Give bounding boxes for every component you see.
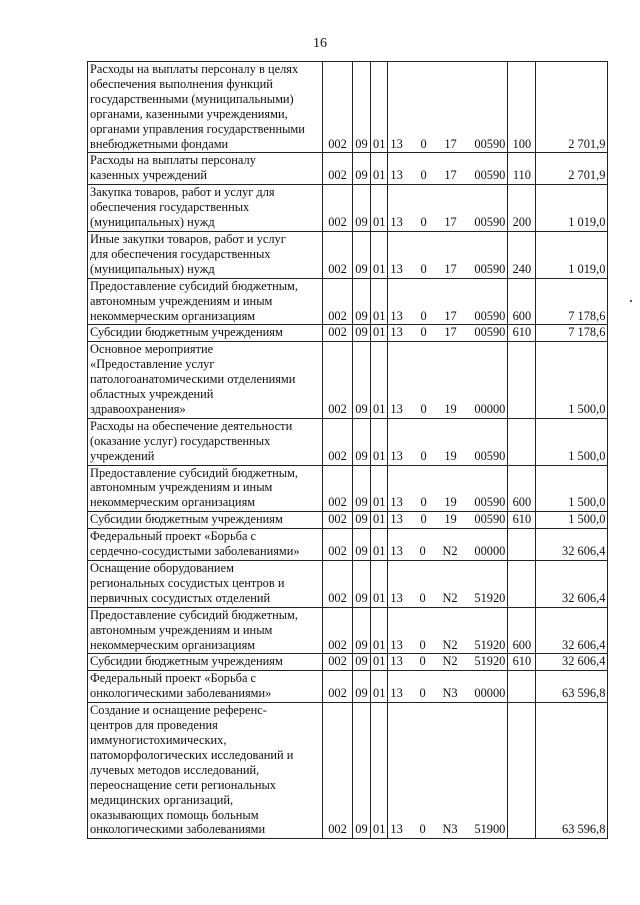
main-event-code: N2: [442, 654, 458, 669]
target-article-code: [388, 418, 508, 465]
subsection-code: 01: [371, 607, 388, 654]
amount: 1 500,0: [536, 418, 608, 465]
amount: 1 019,0: [536, 185, 608, 232]
program-code: 13: [390, 308, 403, 323]
table-row: [88, 153, 608, 185]
expense-type-code: [508, 561, 536, 608]
section-code: 09: [353, 153, 371, 185]
subsection-code: 01: [371, 153, 388, 185]
ministry-code: 002: [323, 607, 353, 654]
table-row: [88, 671, 608, 703]
ministry-code: 002: [323, 529, 353, 561]
subprogram-code: 0: [420, 495, 427, 510]
subsection-code: 01: [371, 703, 388, 839]
section-code: 09: [353, 465, 371, 512]
expense-type-code: [508, 418, 536, 465]
table-row: [88, 278, 608, 325]
program-code: 13: [390, 215, 403, 230]
expense-type-code: [508, 703, 536, 839]
direction-code: 00590: [474, 325, 506, 340]
direction-code: 00590: [474, 512, 506, 527]
subsection-code: 01: [371, 529, 388, 561]
main-event-code: 17: [444, 168, 457, 183]
program-code: 13: [390, 448, 403, 463]
section-code: 09: [353, 62, 371, 153]
amount: 7 178,6: [536, 325, 608, 342]
subprogram-code: 0: [420, 448, 427, 463]
table-row: [88, 62, 608, 153]
direction-code: 00590: [474, 261, 506, 276]
expense-type-code: [508, 342, 536, 419]
amount: 1 500,0: [536, 342, 608, 419]
target-article-code: [388, 62, 508, 153]
expense-type-code: 610: [508, 654, 536, 671]
amount: 1 500,0: [536, 512, 608, 529]
section-code: 09: [353, 671, 371, 703]
subprogram-code: 0: [419, 822, 426, 837]
section-code: 09: [353, 512, 371, 529]
direction-code: 00590: [474, 495, 506, 510]
subsection-code: 01: [371, 325, 388, 342]
main-event-code: 17: [444, 215, 457, 230]
row-description: Федеральный проект «Борьба с онкологическими заболеваниями»: [88, 671, 323, 703]
main-event-code: 17: [444, 308, 457, 323]
expense-type-code: 100: [508, 62, 536, 153]
program-code: 13: [390, 401, 403, 416]
amount: 7 178,6: [536, 278, 608, 325]
row-description: Расходы на обеспечение деятельности (оказание услуг) государственных учреждений: [88, 418, 323, 465]
row-description: Оснащение оборудованием региональных сосудистых центров и первичных сосудистых отделений: [88, 561, 323, 608]
program-code: 13: [390, 168, 403, 183]
ministry-code: 002: [323, 465, 353, 512]
expense-type-code: 240: [508, 231, 536, 278]
subprogram-code: 0: [420, 401, 427, 416]
ministry-code: 002: [323, 278, 353, 325]
program-code: 13: [390, 325, 403, 340]
expense-type-code: 600: [508, 607, 536, 654]
subsection-code: 01: [371, 278, 388, 325]
direction-code: 00590: [474, 308, 506, 323]
section-code: 09: [353, 654, 371, 671]
target-article-code: [388, 278, 508, 325]
main-event-code: N2: [442, 637, 458, 652]
target-article-code: [388, 529, 508, 561]
row-description: Основное мероприятие «Предоставление услуг патологоанатомическими отделениями областных учреждений здравоохранения»: [88, 342, 323, 419]
ministry-code: 002: [323, 703, 353, 839]
target-article-code: [388, 561, 508, 608]
expense-type-code: [508, 671, 536, 703]
direction-code: 00000: [474, 686, 506, 701]
table-row: [88, 654, 608, 671]
direction-code: 51920: [474, 590, 506, 605]
row-description: Федеральный проект «Борьба с сердечно-сосудистыми заболеваниями»: [88, 529, 323, 561]
expense-type-code: 600: [508, 465, 536, 512]
subprogram-code: 0: [420, 136, 427, 151]
table-row: [88, 231, 608, 278]
subprogram-code: 0: [419, 544, 426, 559]
direction-code: 00590: [474, 215, 506, 230]
target-article-code: [388, 231, 508, 278]
program-code: 13: [390, 495, 403, 510]
row-description: Закупка товаров, работ и услуг для обеспечения государственных (муниципальных) нужд: [88, 185, 323, 232]
ministry-code: 002: [323, 654, 353, 671]
row-description: Предоставление субсидий бюджетным, автономным учреждениям и иным некоммерческим организациям: [88, 607, 323, 654]
main-event-code: N2: [442, 544, 458, 559]
program-code: 13: [390, 637, 403, 652]
row-description: Расходы на выплаты персоналу казенных учреждений: [88, 153, 323, 185]
program-code: 13: [390, 590, 403, 605]
table-row: [88, 342, 608, 419]
row-description: Создание и оснащение референс- центров для проведения иммуногистохимических, патоморфологических исследований и лучевых методов исследований, переоснащение сети региональных медицинских организаций, оказывающих помощь больным онкологическими заболеваниями: [88, 703, 323, 839]
ministry-code: 002: [323, 671, 353, 703]
direction-code: 00590: [474, 168, 506, 183]
program-code: 13: [390, 512, 403, 527]
section-code: 09: [353, 561, 371, 608]
amount: 2 701,9: [536, 62, 608, 153]
section-code: 09: [353, 342, 371, 419]
section-code: 09: [353, 325, 371, 342]
table-row: [88, 703, 608, 839]
subsection-code: 01: [371, 465, 388, 512]
expense-type-code: 110: [508, 153, 536, 185]
amount: 1 019,0: [536, 231, 608, 278]
ministry-code: 002: [323, 231, 353, 278]
table-row: [88, 561, 608, 608]
table-row: [88, 418, 608, 465]
main-event-code: 19: [444, 495, 457, 510]
table-row: [88, 607, 608, 654]
table-row: [88, 185, 608, 232]
target-article-code: [388, 185, 508, 232]
target-article-code: [388, 153, 508, 185]
direction-code: 00000: [474, 544, 506, 559]
target-article-code: [388, 607, 508, 654]
direction-code: 51920: [474, 637, 506, 652]
program-code: 13: [390, 686, 403, 701]
subprogram-code: 0: [420, 308, 427, 323]
page-number: 16: [313, 36, 327, 51]
target-article-code: [388, 671, 508, 703]
amount: 32 606,4: [536, 561, 608, 608]
section-code: 09: [353, 703, 371, 839]
subsection-code: 01: [371, 231, 388, 278]
ministry-code: 002: [323, 418, 353, 465]
budget-table-body: [88, 62, 608, 839]
row-description: Субсидии бюджетным учреждениям: [88, 325, 323, 342]
direction-code: 00000: [474, 401, 506, 416]
amount: 63 596,8: [536, 703, 608, 839]
target-article-code: [388, 703, 508, 839]
main-event-code: N3: [442, 822, 458, 837]
table-row: [88, 529, 608, 561]
target-article-code: [388, 512, 508, 529]
main-event-code: 19: [444, 448, 457, 463]
amount: 32 606,4: [536, 654, 608, 671]
ministry-code: 002: [323, 185, 353, 232]
table-row: [88, 512, 608, 529]
subsection-code: 01: [371, 654, 388, 671]
row-description: Расходы на выплаты персоналу в целях обеспечения выполнения функций государственными (муниципальными) органами, казенными учреждениями, органами управления государственными внебюджетными фондами: [88, 62, 323, 153]
target-article-code: [388, 654, 508, 671]
ministry-code: 002: [323, 561, 353, 608]
subprogram-code: 0: [419, 637, 426, 652]
section-code: 09: [353, 278, 371, 325]
direction-code: 51900: [474, 822, 506, 837]
expense-type-code: [508, 529, 536, 561]
section-code: 09: [353, 231, 371, 278]
subprogram-code: 0: [420, 325, 427, 340]
main-event-code: N3: [442, 686, 458, 701]
section-code: 09: [353, 529, 371, 561]
ministry-code: 002: [323, 153, 353, 185]
direction-code: 00590: [474, 448, 506, 463]
expense-type-code: 600: [508, 278, 536, 325]
target-article-code: [388, 325, 508, 342]
subsection-code: 01: [371, 512, 388, 529]
main-event-code: 17: [444, 261, 457, 276]
program-code: 13: [390, 654, 403, 669]
program-code: 13: [390, 544, 403, 559]
main-event-code: 17: [444, 325, 457, 340]
main-event-code: 17: [444, 136, 457, 151]
subsection-code: 01: [371, 342, 388, 419]
target-article-code: [388, 465, 508, 512]
main-event-code: 19: [444, 512, 457, 527]
amount: 63 596,8: [536, 671, 608, 703]
amount: 1 500,0: [536, 465, 608, 512]
budget-table: [87, 61, 608, 839]
direction-code: 51920: [474, 654, 506, 669]
ministry-code: 002: [323, 325, 353, 342]
ministry-code: 002: [323, 342, 353, 419]
expense-type-code: 200: [508, 185, 536, 232]
amount: 32 606,4: [536, 607, 608, 654]
subprogram-code: 0: [420, 215, 427, 230]
section-code: 09: [353, 418, 371, 465]
scan-speck: [630, 300, 632, 302]
target-article-code: [388, 342, 508, 419]
subprogram-code: 0: [419, 654, 426, 669]
main-event-code: N2: [442, 590, 458, 605]
subsection-code: 01: [371, 671, 388, 703]
subprogram-code: 0: [419, 590, 426, 605]
ministry-code: 002: [323, 62, 353, 153]
row-description: Субсидии бюджетным учреждениям: [88, 512, 323, 529]
section-code: 09: [353, 607, 371, 654]
row-description: Предоставление субсидий бюджетным, автономным учреждениям и иным некоммерческим организациям: [88, 278, 323, 325]
program-code: 13: [390, 822, 403, 837]
subprogram-code: 0: [420, 512, 427, 527]
program-code: 13: [390, 136, 403, 151]
table-row: [88, 465, 608, 512]
subsection-code: 01: [371, 185, 388, 232]
row-description: Иные закупки товаров, работ и услуг для обеспечения государственных (муниципальных) нужд: [88, 231, 323, 278]
expense-type-code: 610: [508, 512, 536, 529]
subprogram-code: 0: [420, 261, 427, 276]
direction-code: 00590: [474, 136, 506, 151]
subprogram-code: 0: [420, 168, 427, 183]
subsection-code: 01: [371, 561, 388, 608]
row-description: Предоставление субсидий бюджетным, автономным учреждениям и иным некоммерческим организациям: [88, 465, 323, 512]
subsection-code: 01: [371, 62, 388, 153]
section-code: 09: [353, 185, 371, 232]
amount: 2 701,9: [536, 153, 608, 185]
ministry-code: 002: [323, 512, 353, 529]
subprogram-code: 0: [419, 686, 426, 701]
program-code: 13: [390, 261, 403, 276]
main-event-code: 19: [444, 401, 457, 416]
expense-type-code: 610: [508, 325, 536, 342]
amount: 32 606,4: [536, 529, 608, 561]
subsection-code: 01: [371, 418, 388, 465]
row-description: Субсидии бюджетным учреждениям: [88, 654, 323, 671]
table-row: [88, 325, 608, 342]
